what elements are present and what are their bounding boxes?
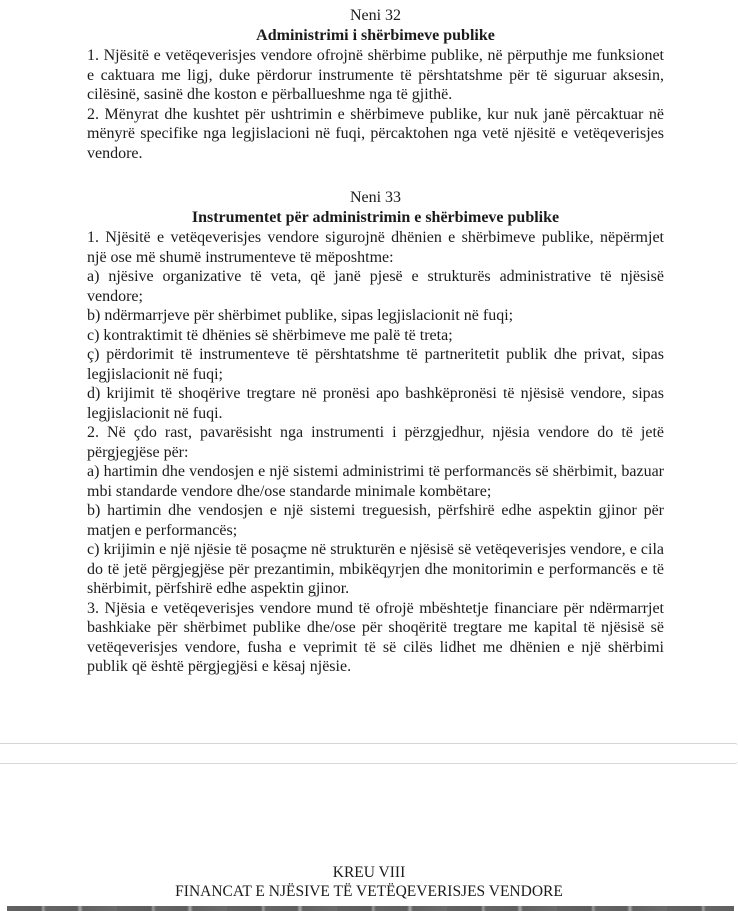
paragraph: 1. Njësitë e vetëqeverisjes vendore ofrojnë shërbime publike, në përputhje me funksionet e caktuara me ligj, duke përdorur instrumente të përshtatshme për të siguruar aksesin, cilësinë, sasinë dhe koston e përballueshme nga të gjithë.: [87, 47, 664, 103]
page-next: [0, 765, 738, 911]
article-title: Instrumentet për administrimin e shërbimeve publike: [191, 209, 560, 226]
article-neni-32: [87, 6, 664, 163]
paragraph: a) hartimin dhe vendosjen e një sistemi administrimi të performancës së shërbimit, bazuar mbi standarde vendore dhe/ose standarde minimale kombëtare;: [87, 463, 664, 500]
paragraph: c) kontraktimit të dhënies së shërbimeve me palë të treta;: [87, 326, 453, 344]
paragraph: d) krijimit të shoqërive tregtare në pronësi apo bashkëpronësi të njësisë vendore, sipas legjislacionit në fuqi.: [87, 385, 664, 422]
paragraph: 3. Njësia e vetëqeverisjes vendore mund të ofrojë mbështetje financiare për ndërmarrjet bashkiake për shërbimet publike dhe/ose për shoqëritë tregtare me kapital të njësisë së vetëqeverisjes vendore, fusha e veprimit të së cilës lidhet me dhënien e një shërbimi publik që është përgjegjësi e kësaj njësie.: [87, 599, 664, 675]
chapter-heading: [0, 864, 738, 901]
paragraph: 2. Në çdo rast, pavarësisht nga instrumenti i përzgjedhur, njësia vendore do të jetë përgjegjëse për:: [87, 424, 664, 461]
article-neni-33: [87, 188, 664, 677]
paragraph: ç) përdorimit të instrumenteve të përshtatshme të partneritetit publik dhe privat, sipas legjislacionit në fuqi;: [87, 346, 664, 383]
paragraph: a) njësive organizative të veta, që janë pjesë e strukturës administrative të njësisë vendore;: [87, 268, 664, 305]
paragraph: b) ndërmarrjeve për shërbimet publike, sipas legjislacionit në fuqi;: [87, 307, 514, 324]
paragraph: c) krijimin e një njësie të posaçme në strukturën e njësisë së vetëqeverisjes vendore, e cila do të jetë përgjegjëse për prezantimin, mbikëqyrjen dhe monitorimin e performancës e të shërbimit, përfshirë edhe aspektin gjinor.: [87, 541, 664, 597]
chapter-number: KREU VIII: [332, 864, 406, 881]
page-separator: [0, 743, 738, 764]
chapter-title: FINANCAT E NJËSIVE TË VETËQEVERISJES VENDORE: [175, 882, 563, 900]
article-number: Neni 32: [349, 7, 402, 24]
article-title: Administrimi i shërbimeve publike: [256, 27, 495, 44]
paragraph: 2. Mënyrat dhe kushtet për ushtrimin e shërbimeve publike, kur nuk janë përcaktuar në mënyrë specifike nga legjislacioni në fuqi, përcaktohen nga vetë njësitë e vetëqeverisjes vendore.: [87, 105, 664, 162]
article-number: Neni 33: [349, 189, 402, 206]
paragraph: b) hartimin dhe vendosjen e një sistemi treguesish, përfshirë edhe aspektin gjinor për matjen e performancës;: [87, 502, 664, 539]
clipped-text-line: [7, 906, 734, 911]
paragraph: 1. Njësitë e vetëqeverisjes vendore sigurojnë dhënien e shërbimeve publike, nëpërmjet një ose më shumë instrumenteve të mëposhtme:: [87, 229, 664, 266]
